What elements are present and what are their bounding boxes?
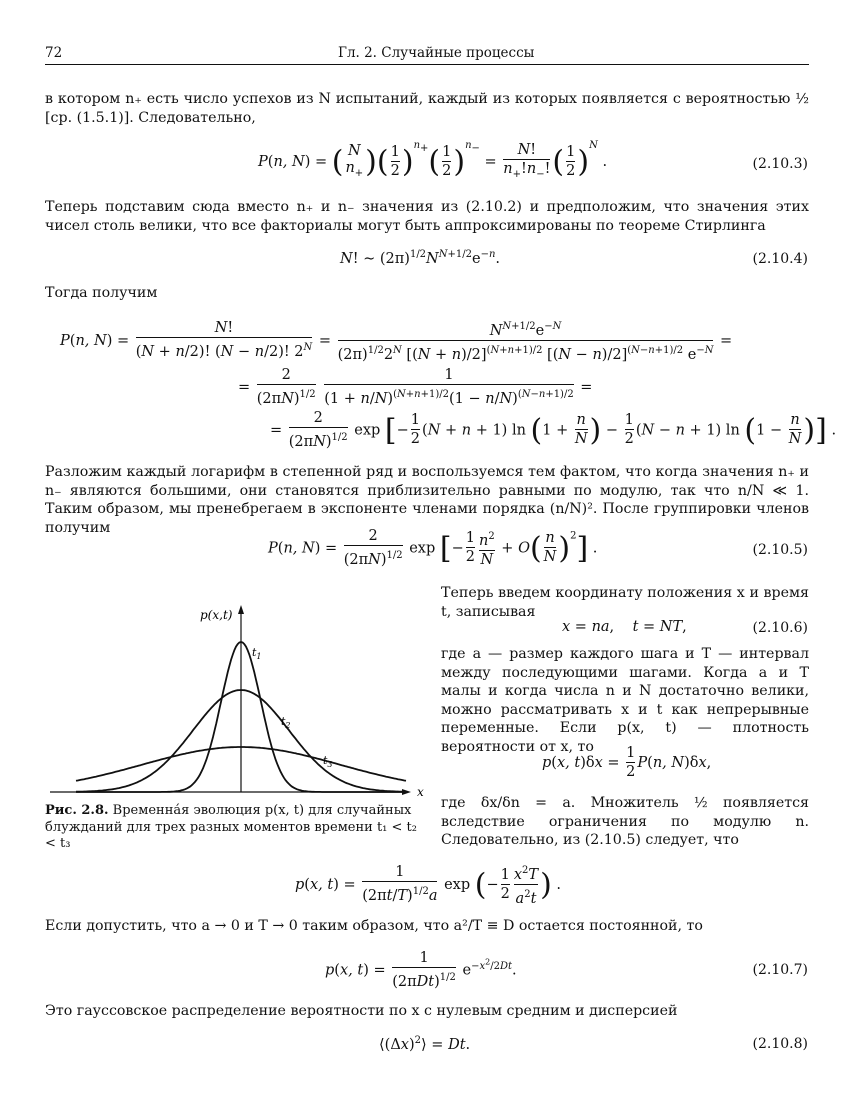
eq-number-2-10-5: (2.10.5) <box>752 542 808 558</box>
y-axis-arrow <box>238 605 244 614</box>
eq-number-2-10-8: (2.10.8) <box>752 1036 808 1052</box>
paragraph-6: где a — размер каждого шага и T — интервал между последующими шагами. Когда a и T малы и когда числа n и N достаточно велики, можно рассматривать x и t как непрерывные переменные. Если p(x, t) — плотность вероятности от x, то <box>441 646 809 755</box>
equation-pdx: p(x, t)δx = $\frac{1}{2}$ P(n, N)δx, <box>542 745 712 780</box>
running-head: Гл. 2. Случайные процессы <box>338 45 535 61</box>
equation-2-10-5: P(n, N) = $\frac{2}{(2\pi N)^{1/2}}$ exp [− $\frac{1}{2}$ $\frac{n^2}{N}$ + O( $\frac{n}{N}$ )$^2$] . <box>268 528 598 568</box>
derivation-line-1: P(n, N) = $\frac{N!}{(N + n/2)! (N - n/2)! 2^N}$ = $\frac{N^{N+1/2}e^{-N}}{(2\pi)^{1/2}2^N [(N + n)/2]^{(N+n+1)/2} [(N - n)/2]^{(N-n+1)/2} e^{-N}}$ = <box>60 320 733 363</box>
header-rule <box>45 64 809 65</box>
equation-2-10-6: x = na, t = NT, <box>562 619 687 635</box>
label-t1: $t_1$ <box>252 646 262 661</box>
label-t2: $t_2$ <box>281 715 291 730</box>
eq-number-2-10-6: (2.10.6) <box>752 620 808 636</box>
eq-number-2-10-7: (2.10.7) <box>752 962 808 978</box>
paragraph-2: Теперь подставим сюда вместо n₊ и n₋ значения из (2.10.2) и предположим, что значения этих чисел столь велики, что все факториалы могут быть аппроксимированы по теореме Стирлинга <box>45 199 809 234</box>
x-axis-label: x <box>417 785 424 799</box>
paragraph-3: Тогда получим <box>45 285 158 301</box>
derivation-line-2: = $\frac{2}{(2\pi N)^{1/2}}$ $\frac{1}{(1 + n/N)^{(N+n+1)/2}(1 - n/N)^{(N-n+1)/2}}$ = <box>238 367 593 407</box>
x-axis-arrow <box>402 789 411 795</box>
paragraph-9: Это гауссовское распределение вероятности по x с нулевым средним и дисперсией <box>45 1003 678 1019</box>
paragraph-8: Если допустить, что a → 0 и T → 0 таким образом, что a²/T ≡ D остается постоянной, то <box>45 918 703 934</box>
figure-2-8 <box>45 600 424 805</box>
figure-caption <box>45 803 425 853</box>
paragraph-4: Разложим каждый логарифм в степенной ряд и воспользуемся тем фактом, что когда значения n₊ и n₋ являются большими, они становятся приблизительно равными по модулю, так что n/N ≪ 1. Таким образом, мы пренебрегаем в экспоненте членами порядка (n/N)². После группировки членов получим <box>45 464 809 536</box>
caption-text: Временна́я эволюция p(x, t) для случайных блужданий для трех разных моментов времени t₁ < t₂ < t₃ <box>45 803 417 851</box>
label-t3: $t_3$ <box>323 754 333 769</box>
equation-2-10-3: P(n, N) = ( N $n_+$ )( $\frac{1}{2}$ )$^{n_+}$( $\frac{1}{2}$ )$^{n_-}$ = $\frac{N!}{n_+!n_-!}$ ( $\frac{1}{2}$ )$^N$ . <box>258 140 607 182</box>
derivation-line-3: = $\frac{2}{(2\pi N)^{1/2}}$ exp [− $\frac{1}{2}$ (N + n + 1) ln (1 + $\frac{n}{N}$ ) − $\frac{1}{2}$ (N − n + 1) ln (1 − $\frac{n}{N}$ )] . <box>270 410 837 450</box>
caption-label: Рис. 2.8. <box>45 803 109 818</box>
equation-pxt: p(x, t) = $\frac{1}{(2\pi t/T)^{1/2}a}$ exp (− $\frac{1}{2}$ $\frac{x^2T}{a^2t}$ ) . <box>295 864 562 907</box>
page-number: 72 <box>45 45 63 61</box>
paragraph-5: Теперь введем координату положения x и время t, записывая <box>441 585 809 620</box>
paragraph-1: в котором n₊ есть число успехов из N испытаний, каждый из которых появляется с вероятностью ½ [ср. (1.5.1)]. Следовательно, <box>45 91 809 126</box>
y-axis-label: p(x,t) <box>200 608 233 622</box>
equation-2-10-8: $⟨(\Delta x)^2⟩ = Dt$. <box>379 1035 471 1053</box>
eq-number-2-10-3: (2.10.3) <box>752 156 808 172</box>
equation-2-10-4: N! ∼ $(2\pi)^{1/2}N^{N+1/2}e^{-n}$. <box>340 249 501 267</box>
equation-2-10-7: p(x, t) = $\frac{1}{(2\pi Dt)^{1/2}}$ $e^{-x^2/2Dt}$. <box>325 950 517 990</box>
paragraph-7: где δx/δn = a. Множитель ½ появляется вследствие ограничения по модулю n. Следовательно, из (2.10.5) следует, что <box>441 795 809 848</box>
eq-number-2-10-4: (2.10.4) <box>752 251 808 267</box>
